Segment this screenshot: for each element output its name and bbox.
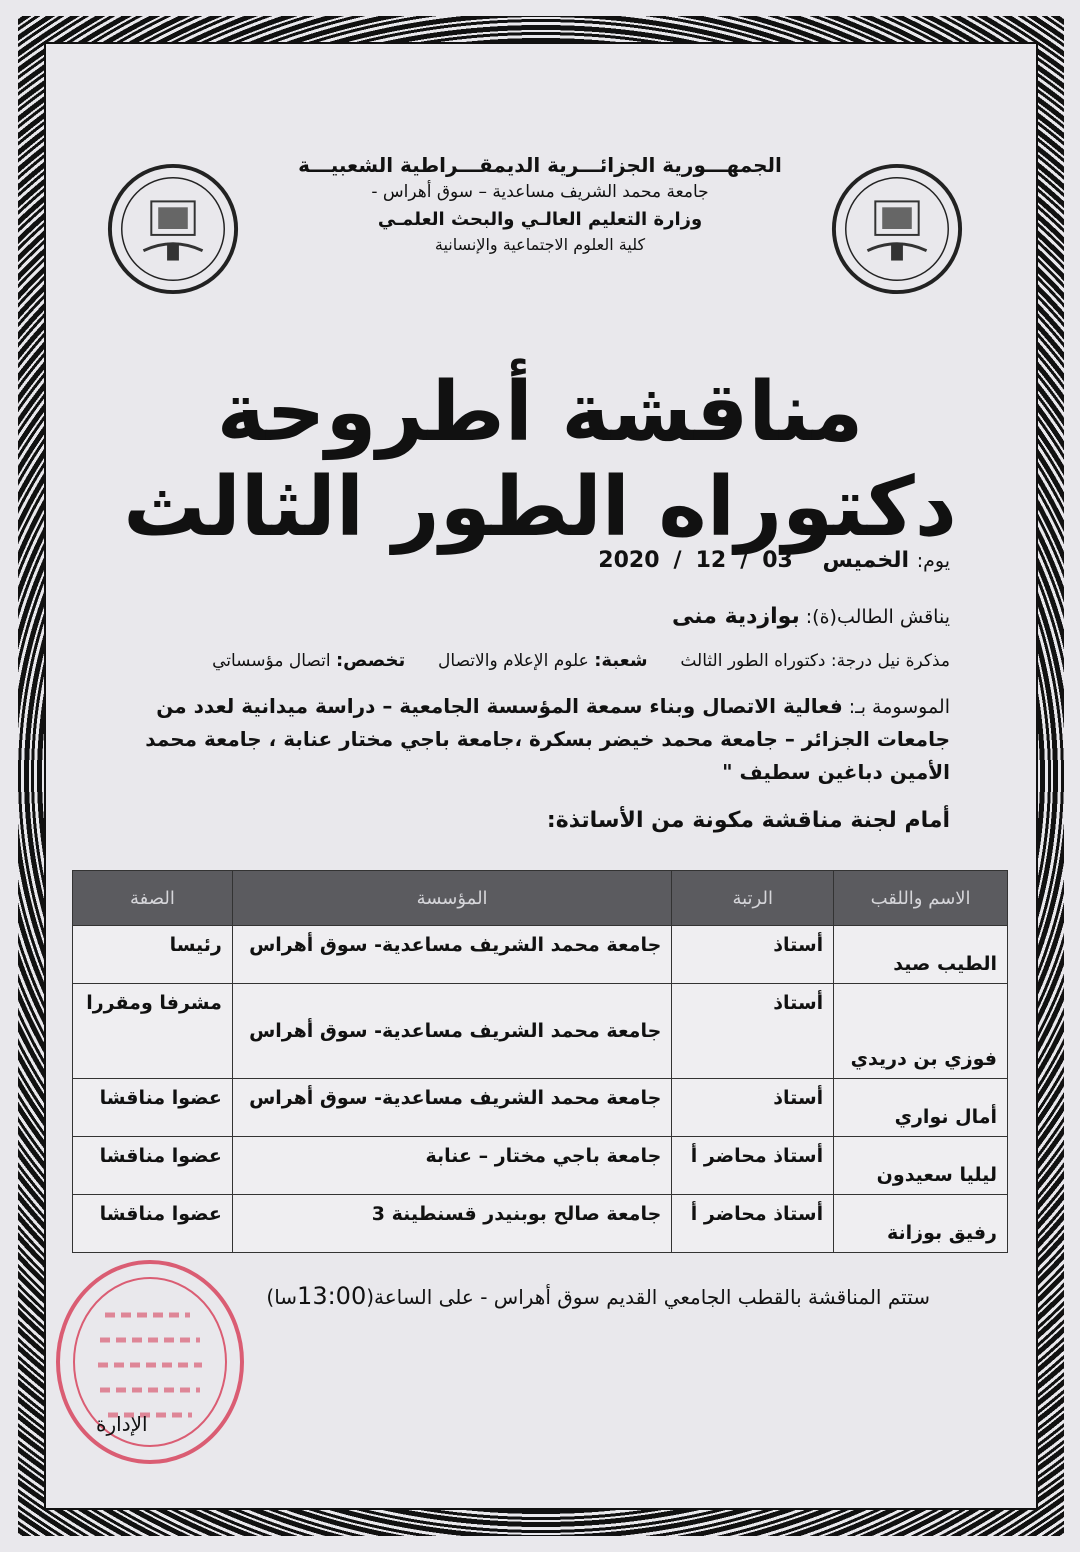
republic-name: الجمهـــورية الجزائـــرية الديمقـــراطية الشعبيـــة: [298, 153, 782, 177]
memo-line: [130, 650, 950, 671]
member-institution: جامعة محمد الشريف مساعدية- سوق أهراس: [232, 926, 671, 984]
page-title: مناقشة أطروحة دكتوراه الطور الثالث: [123, 365, 957, 555]
spec-label: تخصص:: [335, 650, 406, 671]
thesis-title: [130, 690, 950, 788]
member-name: ليليا سعيدون: [834, 1137, 1008, 1195]
branch-value: علوم الإعلام والاتصال: [438, 651, 589, 671]
administration-signature: الإدارة: [96, 1412, 148, 1436]
member-role: عضوا مناقشا: [73, 1195, 233, 1253]
col-header-role: الصفة: [73, 871, 233, 926]
table-row: [73, 1137, 1008, 1195]
member-role: عضوا مناقشا: [73, 1079, 233, 1137]
member-name: الطيب صيد: [834, 926, 1008, 984]
member-rank: أستاذ: [672, 1079, 834, 1137]
table-row: [73, 1195, 1008, 1253]
ministry-name: وزارة التعليم العالـي والبحث العلمـي: [377, 208, 703, 230]
member-role: رئيسا: [73, 926, 233, 984]
col-header-rank: الرتبة: [672, 871, 834, 926]
student-line: [130, 604, 950, 629]
member-institution: جامعة صالح بوبنيدر قسنطينة 3: [232, 1195, 671, 1253]
venue-text: ستتم المناقشة بالقطب الجامعي القديم سوق أهراس - على الساعة(: [366, 1285, 930, 1309]
student-name: بوازدية منى: [672, 604, 800, 629]
venue-time: 13:00: [297, 1282, 367, 1310]
thesis-label: الموسومة بـ:: [848, 696, 950, 718]
thesis-text: فعالية الاتصال وبناء سمعة المؤسسة الجامعية – دراسة ميدانية لعدد من جامعات الجزائر – جامعة محمد خيضر بسكرة ،جامعة باجي مختار عنابة ، جامعة محمد الأمين دباغين سطيف ": [145, 694, 950, 784]
member-role: عضوا مناقشا: [73, 1137, 233, 1195]
venue-line: [110, 1282, 930, 1310]
day-label: يوم:: [916, 550, 950, 572]
member-institution: جامعة محمد الشريف مساعدية- سوق أهراس: [232, 984, 671, 1079]
spec-value: اتصال مؤسساتي: [212, 651, 331, 671]
col-header-institution: المؤسسة: [232, 871, 671, 926]
faculty-name: كلية العلوم الاجتماعية والإنسانية: [434, 234, 646, 254]
jury-table: [72, 870, 1008, 1253]
defense-date: [130, 548, 950, 573]
member-rank: أستاذ: [672, 926, 834, 984]
table-header-row: [73, 871, 1008, 926]
member-rank: أستاذ محاضر أ: [672, 1195, 834, 1253]
date-month: 12: [695, 548, 727, 573]
university-logo-right: [828, 160, 966, 298]
degree-value: دكتوراه الطور الثالث: [680, 651, 826, 671]
date-year: 2020: [598, 548, 660, 573]
student-label: يناقش الطالب(ة):: [805, 606, 950, 628]
degree-label: مذكرة نيل درجة:: [830, 651, 950, 671]
jury-intro: أمام لجنة مناقشة مكونة من الأساتذة:: [546, 808, 950, 833]
member-institution: جامعة باجي مختار – عنابة: [232, 1137, 671, 1195]
date-day: 03: [762, 548, 793, 573]
table-row: [73, 1079, 1008, 1137]
weekday: الخميس: [822, 548, 910, 573]
document-header: [260, 150, 820, 257]
university-logo-left: [104, 160, 242, 298]
member-name: رفيق بوزانة: [834, 1195, 1008, 1253]
member-name: أمال نواري: [834, 1079, 1008, 1137]
member-rank: أستاذ: [672, 984, 834, 1079]
branch-label: شعبة:: [594, 650, 648, 671]
venue-suffix: سا): [266, 1285, 298, 1309]
table-row: [73, 926, 1008, 984]
table-row: [73, 984, 1008, 1079]
member-rank: أستاذ محاضر أ: [672, 1137, 834, 1195]
col-header-name: الاسم واللقب: [834, 871, 1008, 926]
member-name: فوزي بن دريدي: [834, 984, 1008, 1079]
university-name: جامعة محمد الشريف مساعدية – سوق أهراس -: [371, 182, 709, 202]
member-role: مشرفا ومقررا: [73, 984, 233, 1079]
date-value: 2020 / 12 / 03: [598, 548, 793, 573]
member-institution: جامعة محمد الشريف مساعدية- سوق أهراس: [232, 1079, 671, 1137]
